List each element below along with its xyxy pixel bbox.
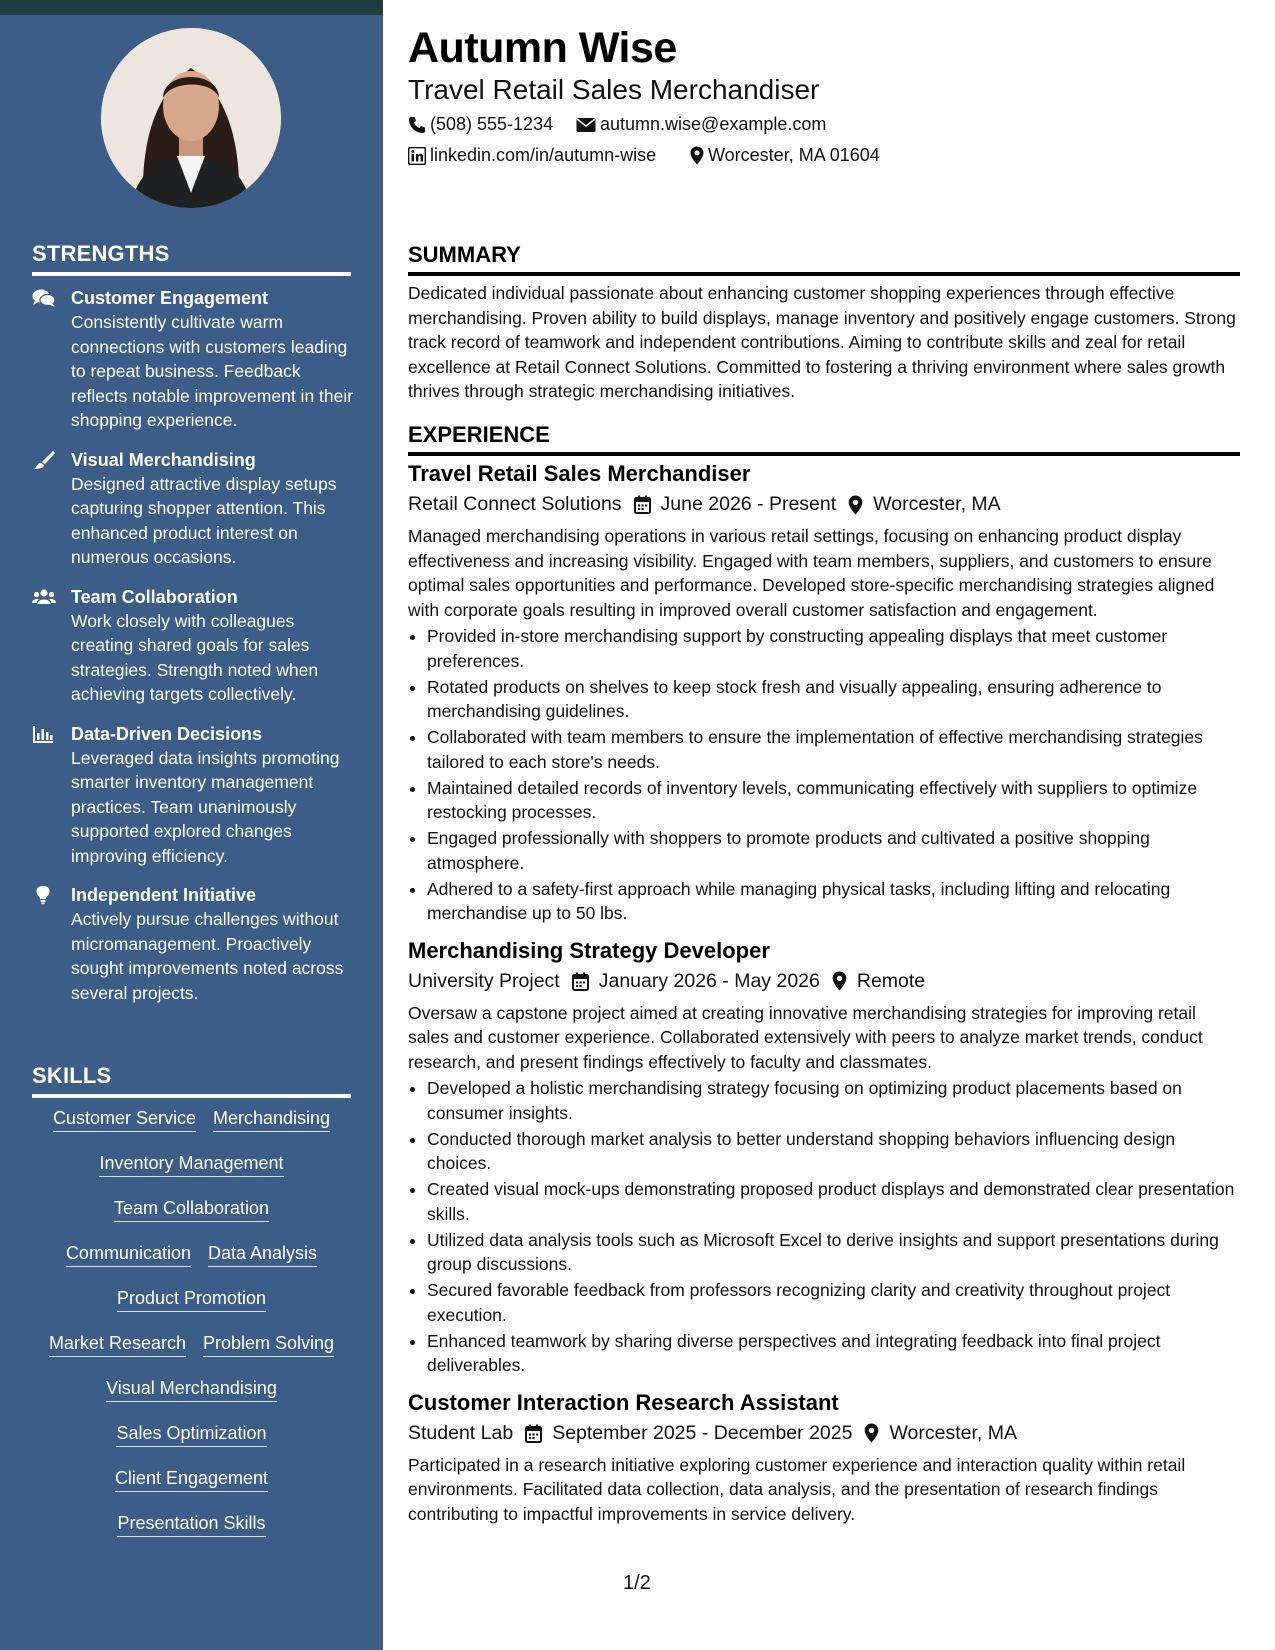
chart-icon [32, 724, 56, 744]
job-dates: January 2026 - May 2026 [598, 969, 820, 992]
job-description: Participated in a research initiative exploring customer experience and interaction quality within retail environments. Facilitated data collection, data analysis, and the presentation of research findings contributing to impactful improvements in service delivery. [408, 1454, 1186, 1524]
job-bullet: • Conducted thorough market analysis to better understand shopping behaviors influencing design choices. [427, 1127, 1240, 1176]
strength-title: Independent Initiative [71, 885, 257, 905]
email-contact [576, 114, 826, 135]
sidebar-top-band [0, 0, 383, 15]
job-meta [408, 493, 1240, 516]
job-company: Retail Connect Solutions [408, 493, 622, 515]
job-title-header: Travel Retail Sales Merchandiser [408, 74, 820, 105]
strength-description: Designed attractive display setups capturing shopper attention. This enhanced product interest on numerous occasions. [71, 473, 337, 567]
skill-tag: Customer Service [53, 1107, 196, 1132]
strength-title: Team Collaboration [71, 586, 238, 607]
skill-tag: Visual Merchandising [106, 1377, 277, 1402]
job-entry [408, 461, 1240, 926]
skill-tag: Market Research [49, 1332, 186, 1357]
job-title: Customer Interaction Research Assistant [408, 1389, 839, 1415]
skill-tag: Inventory Management [99, 1152, 283, 1177]
strength-title: Visual Merchandising [71, 449, 256, 470]
email-text: autumn.wise@example.com [600, 114, 827, 134]
map-pin-icon [864, 1423, 879, 1443]
skill-tag: Client Engagement [115, 1467, 268, 1492]
skill-tag: Presentation Skills [117, 1512, 265, 1537]
map-pin-icon [832, 971, 847, 991]
location-contact [690, 145, 880, 166]
job-company: University Project [408, 969, 560, 992]
strength-item [32, 585, 355, 707]
skill-tag: Team Collaboration [114, 1197, 269, 1222]
skill-tag: Problem Solving [203, 1332, 334, 1357]
job-bullet: • Developed a holistic merchandising strategy focusing on optimizing product placements based on consumer insights. [427, 1076, 1240, 1125]
strength-item [32, 883, 355, 1005]
job-bullet: • Collaborated with team members to ensure the implementation of effective merchandising strategies tailored to each store's needs. [427, 725, 1240, 774]
job-bullet: • Adhered to a safety-first approach while managing physical tasks, including lifting and relocating merchandise up to 50 lbs. [427, 877, 1240, 926]
calendar-icon [525, 1424, 542, 1443]
strength-item [32, 448, 355, 570]
comments-icon [32, 288, 56, 308]
summary-text: Dedicated individual passionate about enhancing customer shopping experiences through effective merchandising. Proven ability to build displays, manage inventory and positively engage customers. Strong track record of teamwork and independent contributions. Aiming to contribute skills and zeal for retail excellence at Retail Connect Solutions. Committed to fostering a thriving environment where sales growth thrives through strategic merchandising initiatives. [408, 283, 1236, 401]
job-description: Oversaw a capstone project aimed at creating innovative merchandising strategies for improving retail sales and customer experience. Collaborated extensively with peers to analyze market trends, conduct research, and present findings effectively to faculty and classmates. [408, 1002, 1203, 1072]
strength-item [32, 286, 355, 433]
job-entry [408, 938, 1240, 1378]
experience-list [408, 461, 1240, 1526]
job-description: Managed merchandising operations in various retail settings, focusing on enhancing product display effectiveness and increasing visibility. Engaged with team members, suppliers, and customers to ensure optimal sales opportunities and performance. Developed store-specific merchandising strategies aligned with corporate goals resulting in improved overall customer satisfaction and engagement. [408, 526, 1215, 620]
strengths-list [32, 286, 355, 1020]
job-title: Merchandising Strategy Developer [408, 937, 770, 963]
skills-heading: SKILLS [32, 1063, 351, 1098]
job-bullet: • Rotated products on shelves to keep stock fresh and visually appealing, ensuring adherence to merchandising guidelines. [427, 675, 1240, 724]
location-text: Worcester, MA 01604 [708, 145, 880, 165]
job-bullet: • Secured favorable feedback from professors recognizing clarity and creativity throughout project execution. [427, 1278, 1240, 1327]
candidate-name: Autumn Wise [408, 24, 677, 72]
phone-icon [408, 116, 426, 134]
phone-text: (508) 555-1234 [430, 114, 554, 134]
skill-tag: Data Analysis [208, 1242, 317, 1267]
skill-tag: Communication [66, 1242, 191, 1267]
calendar-icon [634, 495, 651, 514]
job-entry [408, 1390, 1240, 1527]
job-location: Remote [856, 969, 926, 992]
strength-description: Leveraged data insights promoting smarter inventory management practices. Team unanimously supported explored changes improving efficiency. [71, 747, 340, 866]
strength-description: Work closely with colleagues creating shared goals for sales strategies. Strength noted when achieving targets collectively. [71, 610, 319, 704]
strengths-heading: STRENGTHS [32, 241, 351, 276]
job-bullet: • Utilized data analysis tools such as Microsoft Excel to derive insights and support presentations during group discussions. [427, 1228, 1240, 1277]
experience-heading: EXPERIENCE [408, 422, 1240, 456]
lightbulb-icon [32, 885, 56, 905]
job-meta [408, 1422, 1240, 1445]
strength-description: Consistently cultivate warm connections with customers leading to repeat business. Feedback reflects notable improvement in their shopping experience. [71, 312, 354, 430]
paintbrush-icon [32, 450, 56, 470]
calendar-icon [572, 972, 589, 991]
job-location: Worcester, MA [873, 493, 1001, 515]
summary-heading: SUMMARY [408, 242, 1240, 276]
page-number: 1/2 [623, 1572, 651, 1594]
skills-list [32, 1107, 351, 1557]
job-dates: September 2025 - December 2025 [552, 1421, 853, 1444]
skill-tag: Merchandising [213, 1107, 330, 1132]
skill-tag: Sales Optimization [116, 1422, 266, 1447]
skill-tag: Product Promotion [117, 1287, 266, 1312]
strength-title: Data-Driven Decisions [71, 723, 263, 744]
job-bullet: • Provided in-store merchandising support by constructing appealing displays that meet customer preferences. [427, 624, 1240, 673]
envelope-icon [576, 117, 596, 133]
job-company: Student Lab [408, 1421, 514, 1444]
strength-item [32, 722, 355, 869]
strength-title: Customer Engagement [71, 288, 269, 308]
users-icon [32, 587, 56, 607]
job-bullet: • Maintained detailed records of inventory levels, communicating effectively with suppliers to optimize restocking processes. [427, 776, 1240, 825]
job-bullet: • Created visual mock-ups demonstrating proposed product displays and demonstrated clear presentation skills. [427, 1177, 1240, 1226]
map-pin-icon [848, 495, 863, 515]
linkedin-text: linkedin.com/in/autumn-wise [430, 145, 657, 165]
job-bullets [408, 1076, 1240, 1378]
job-dates: June 2026 - Present [660, 493, 837, 515]
job-meta [408, 970, 1240, 993]
phone-contact [408, 114, 553, 135]
job-title: Travel Retail Sales Merchandiser [408, 461, 751, 486]
strength-description: Actively pursue challenges without micromanagement. Proactively sought improvements noted across several projects. [71, 909, 344, 1003]
job-bullet: • Engaged professionally with shoppers to promote products and cultivated a positive shopping atmosphere. [427, 826, 1240, 875]
linkedin-contact [408, 145, 656, 166]
profile-photo [101, 28, 281, 208]
linkedin-icon [408, 147, 426, 165]
sidebar [0, 0, 383, 1650]
job-bullet: • Enhanced teamwork by sharing diverse perspectives and integrating feedback into final project deliverables. [427, 1329, 1240, 1378]
job-location: Worcester, MA [889, 1421, 1017, 1444]
map-pin-icon [690, 146, 704, 165]
job-bullets [408, 624, 1240, 926]
